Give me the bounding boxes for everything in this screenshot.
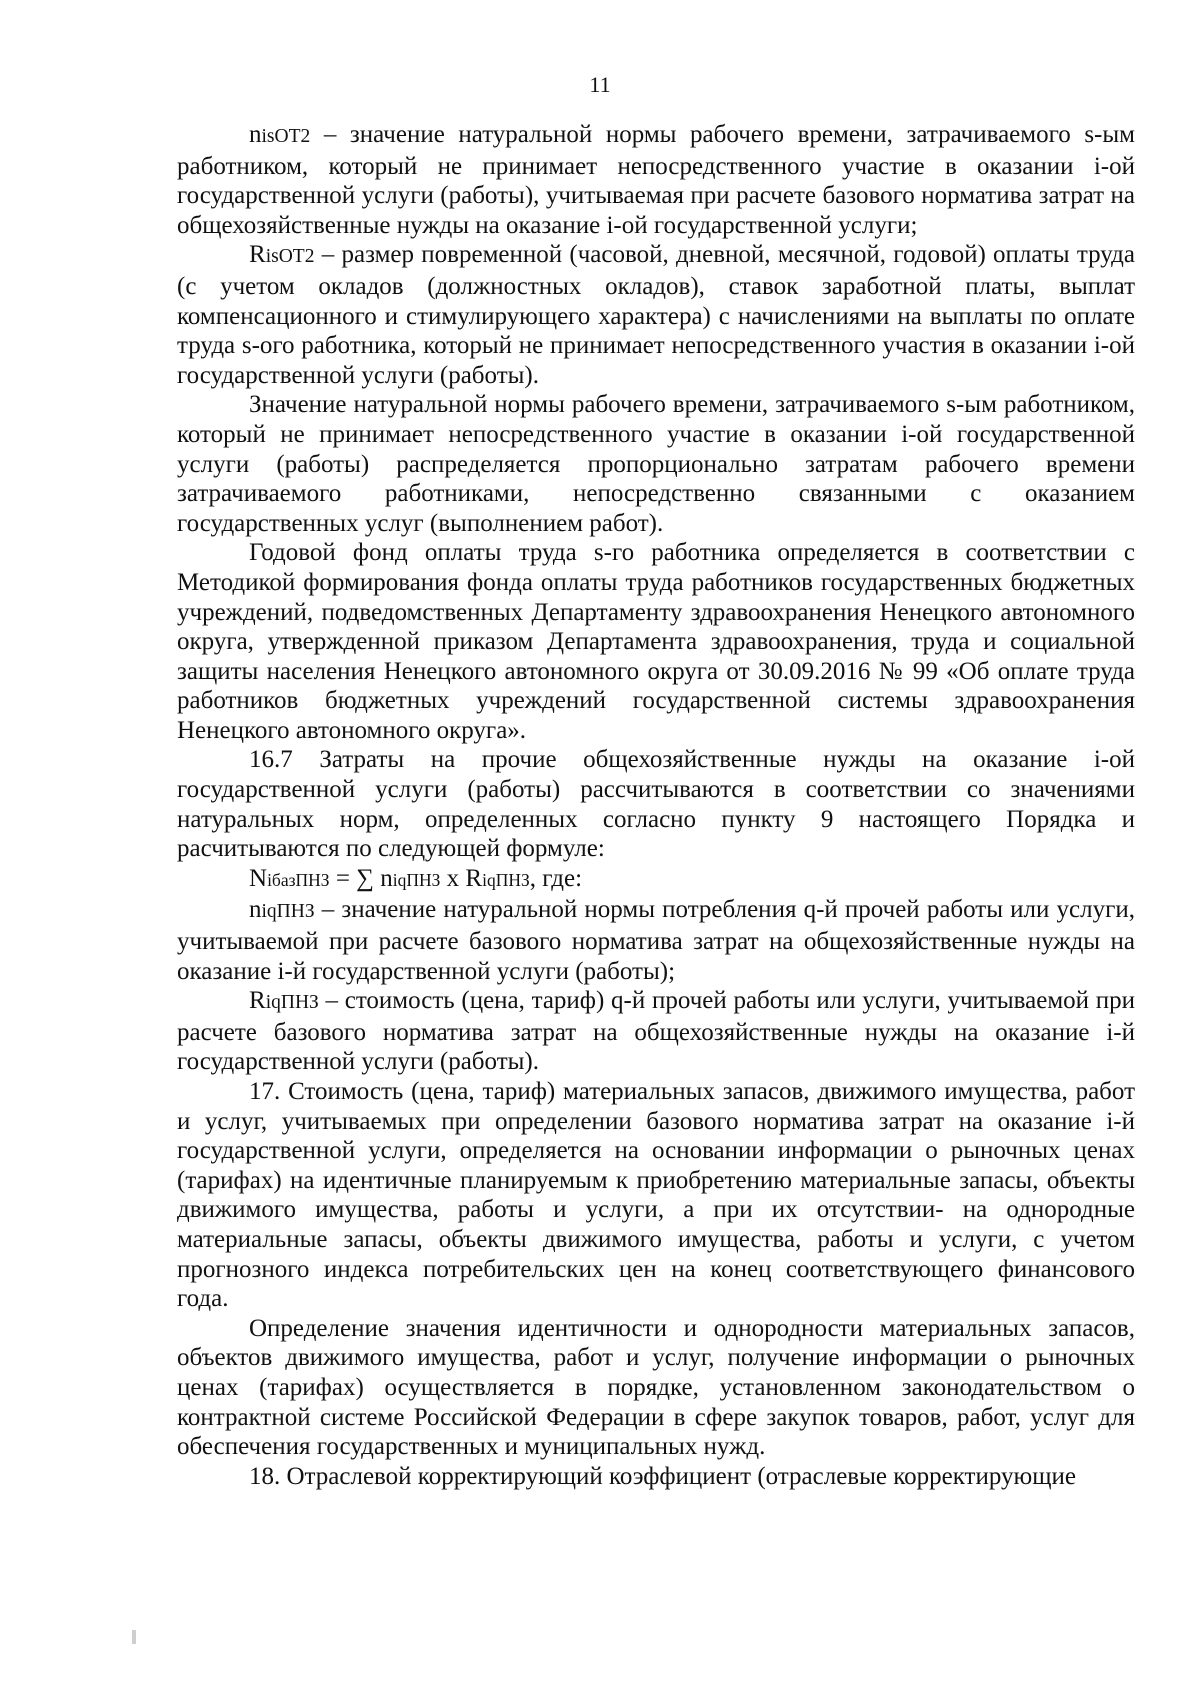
definition-paragraph: niqПНЗ – значение натуральной нормы потребления q-й прочей работы или услуги, учитываемой при расчете базового норматива затрат на общехозяйственные нужды на оказание i-й государственной услуги (работы); xyxy=(177,896,1135,985)
definition-paragraph: nisОТ2 – значение натуральной нормы рабочего времени, затрачиваемого s-ым работником, который не принимает непосредственного участие в оказании i-ой государственной услуги (работы), учитываемая при расчете базового норматива затрат на общехозяйственные нужды на оказание i-ой государственной услуги; xyxy=(177,121,1135,239)
body-paragraph: Годовой фонд оплаты труда s-го работника определяется в соответствии с Методикой формирования фонда оплаты труда работников государственных бюджетных учреждений, подведомственных Департаменту здравоохранения Ненецкого автономного округа, утвержденной приказом Департамента здравоохранения, труда и социальной защиты населения Ненецкого автономного округа от 30.09.2016 № 99 «Об оплате труда работников бюджетных учреждений государственной системы здравоохранения Ненецкого автономного округа». xyxy=(177,539,1135,744)
document-body xyxy=(177,120,1135,1491)
definition-paragraph: RiqПНЗ – стоимость (цена, тариф) q-й прочей работы или услуги, учитываемой при расчете базового норматива затрат на общехозяйственные нужды на оказание i-й государственной услуги (работы). xyxy=(177,987,1135,1076)
scan-artifact xyxy=(132,1630,136,1644)
body-paragraph: Значение натуральной нормы рабочего времени, затрачиваемого s-ым работником, который не принимает непосредственного участие в оказании i-ой государственной услуги (работы) распределяется пропорционально затратам рабочего времени затрачиваемого работниками, непосредственно связанными с оказанием государственных услуг (выполнением работ). xyxy=(177,391,1135,537)
formula-symbol: RiqПНЗ xyxy=(249,987,319,1015)
definition-paragraph: RisОТ2 – размер повременной (часовой, дневной, месячной, годовой) оплаты труда (с учетом окладов (должностных окладов), ставок заработной платы, выплат компенсационного и стимулирующего характера) с начислениями на выплаты по оплате труда s-ого работника, который не принимает непосредственного участия в оказании i-ой государственной услуги (работы). xyxy=(177,241,1135,389)
body-paragraph: 18. Отраслевой корректирующий коэффициент (отраслевые корректирующие xyxy=(249,1462,1076,1490)
formula-symbol: nisОТ2 xyxy=(249,121,311,148)
page-number: 11 xyxy=(589,72,611,97)
body-paragraph: 16.7 Затраты на прочие общехозяйственные нужды на оказание i-ой государственной услуги (работы) рассчитываются в соответствии со значениями натуральных норм, определенных согласно пункту 9 настоящего Порядка и расчитываются по следующей формуле: xyxy=(177,746,1135,863)
formula-symbol: niqПНЗ xyxy=(249,896,315,924)
body-paragraph: 17. Стоимость (цена, тариф) материальных запасов, движимого имущества, работ и услуг, учитываемых при определении базового норматива затрат на оказание i-й государственной услуги, определяется на основании информации о рыночных ценах (тарифах) на идентичные планируемым к приобретению материальные запасы, объекты движимого имущества, работы и услуги, а при их отсутствии- на однородные материальные запасы, объекты движимого имущества, работы и услуги, с учетом прогнозного индекса потребительских цен на конец соответствующего финансового года. xyxy=(177,1078,1135,1313)
body-paragraph: Определение значения идентичности и однородности материальных запасов, объектов движимого имущества, работ и услуг, получение информации о рыночных ценах (тарифах) осуществляется в порядке, установленном законодательством о контрактной системе Российской Федерации в сфере закупок товаров, работ, услуг для обеспечения государственных и муниципальных нужд. xyxy=(177,1314,1135,1461)
formula-symbol: RisОТ2 xyxy=(249,241,315,269)
formula: NiбазПНЗ = ∑ niqПНЗ x RiqПНЗ, где: xyxy=(249,864,583,892)
